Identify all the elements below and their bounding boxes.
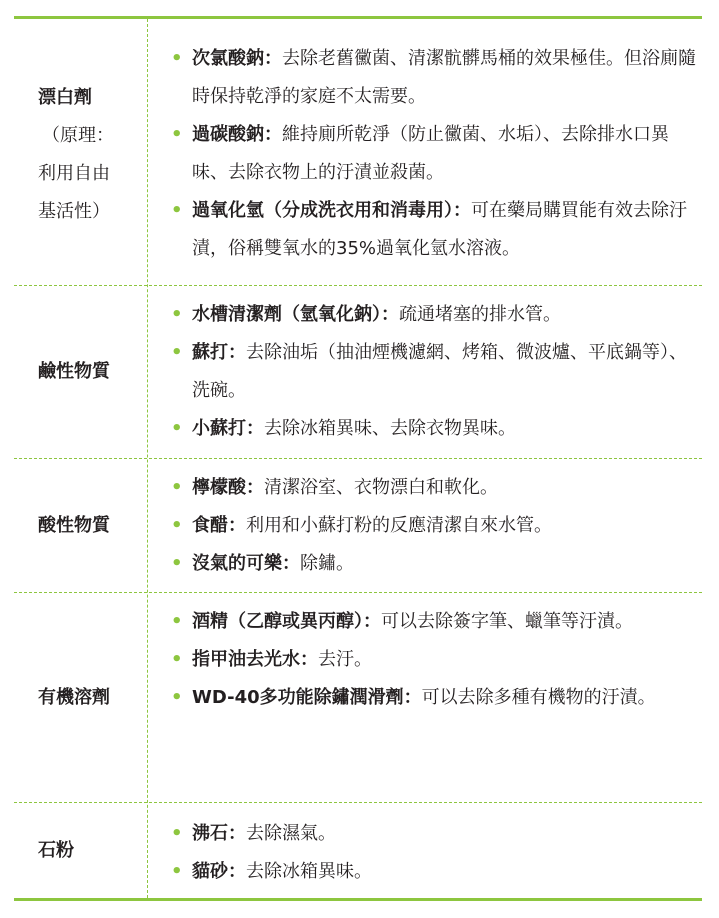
- item-description: 可以去除多種有機物的汙漬。: [421, 687, 656, 708]
- list-item: [162, 334, 698, 410]
- list-item: [162, 603, 698, 641]
- item-description: 清潔浴室、衣物漂白和軟化。: [264, 477, 498, 498]
- item-term: 酒精（乙醇或異丙醇）：: [192, 611, 381, 632]
- list-item: [162, 192, 698, 268]
- list-item: [162, 815, 698, 853]
- row-label: [38, 353, 138, 391]
- category-name: 鹼性物質: [38, 361, 110, 382]
- item-description: 去除濕氣。: [246, 823, 336, 844]
- item-term: 貓砂：: [192, 861, 246, 882]
- row-label: [38, 832, 138, 870]
- item-list: [162, 469, 698, 583]
- list-item: [162, 410, 698, 448]
- list-item: [162, 469, 698, 507]
- table-row: [14, 803, 702, 901]
- list-item: [162, 116, 698, 192]
- item-term: 過氧化氫（分成洗衣用和消毒用）：: [192, 200, 471, 221]
- bullet-icon: •: [171, 477, 183, 498]
- item-term: 食醋：: [192, 515, 246, 536]
- category-name: 石粉: [38, 840, 74, 861]
- item-description: 去汙。: [318, 649, 372, 670]
- table-row: [14, 459, 702, 593]
- item-term: 蘇打：: [192, 342, 246, 363]
- table-row: [14, 593, 702, 803]
- item-term: 指甲油去光水：: [192, 649, 318, 670]
- item-description: 除鏽。: [300, 553, 354, 574]
- item-description: 維持廁所乾淨（防止黴菌、水垢）、去除排水口異味、去除衣物上的汙漬並殺菌。: [192, 124, 669, 183]
- item-list: [162, 296, 698, 448]
- bullet-icon: •: [171, 515, 183, 536]
- bullet-icon: •: [171, 342, 183, 363]
- item-term: 次氯酸鈉：: [192, 48, 282, 69]
- table-row: [14, 19, 702, 286]
- item-term: 小蘇打：: [192, 418, 264, 439]
- item-description: 去除冰箱異味。: [246, 861, 372, 882]
- category-name: 酸性物質: [38, 515, 110, 536]
- category-note-line: 利用自由: [38, 163, 110, 184]
- bullet-icon: •: [171, 124, 183, 145]
- category-name: 漂白劑: [38, 87, 92, 108]
- category-note-line: 基活性）: [38, 201, 110, 222]
- category-name: 有機溶劑: [38, 687, 110, 708]
- category-note-line: （原理：: [42, 125, 114, 146]
- bullet-icon: •: [171, 823, 183, 844]
- item-term: 水槽清潔劑（氫氧化鈉）：: [192, 304, 399, 325]
- item-description: 疏通堵塞的排水管。: [399, 304, 561, 325]
- bullet-icon: •: [171, 687, 183, 708]
- row-label: [38, 679, 138, 717]
- row-label: [38, 79, 138, 231]
- bullet-icon: •: [171, 861, 183, 882]
- bullet-icon: •: [171, 200, 183, 221]
- bullet-icon: •: [171, 418, 183, 439]
- item-list: [162, 815, 698, 891]
- item-term: 過碳酸鈉：: [192, 124, 282, 145]
- row-label: [38, 507, 138, 545]
- bullet-icon: •: [171, 553, 183, 574]
- list-item: [162, 641, 698, 679]
- list-item: [162, 853, 698, 891]
- item-description: 可在藥局購買能有效去除汙漬，俗稱雙氧水的35%過氧化氫水溶液。: [192, 200, 687, 259]
- item-description: 可以去除簽字筆、蠟筆等汙漬。: [381, 611, 633, 632]
- item-term: 沸石：: [192, 823, 246, 844]
- item-list: [162, 603, 698, 717]
- bullet-icon: •: [171, 48, 183, 69]
- item-list: [162, 40, 698, 268]
- list-item: [162, 507, 698, 545]
- item-description: 去除冰箱異味、去除衣物異味。: [264, 418, 516, 439]
- item-term: WD-40多功能除鏽潤滑劑：: [192, 687, 422, 708]
- list-item: [162, 545, 698, 583]
- list-item: [162, 679, 698, 717]
- list-item: [162, 296, 698, 334]
- item-term: 沒氣的可樂：: [192, 553, 300, 574]
- item-description: 去除油垢（抽油煙機濾網、烤箱、微波爐、平底鍋等）、洗碗。: [192, 342, 687, 401]
- cleaning-agents-table: [14, 16, 702, 901]
- list-item: [162, 40, 698, 116]
- item-description: 去除老舊黴菌、清潔骯髒馬桶的效果極佳。但浴廁隨時保持乾淨的家庭不太需要。: [192, 48, 696, 107]
- bullet-icon: •: [171, 649, 183, 670]
- bullet-icon: •: [171, 611, 183, 632]
- item-description: 利用和小蘇打粉的反應清潔自來水管。: [246, 515, 552, 536]
- item-term: 檸檬酸：: [192, 477, 264, 498]
- bullet-icon: •: [171, 304, 183, 325]
- table-row: [14, 286, 702, 459]
